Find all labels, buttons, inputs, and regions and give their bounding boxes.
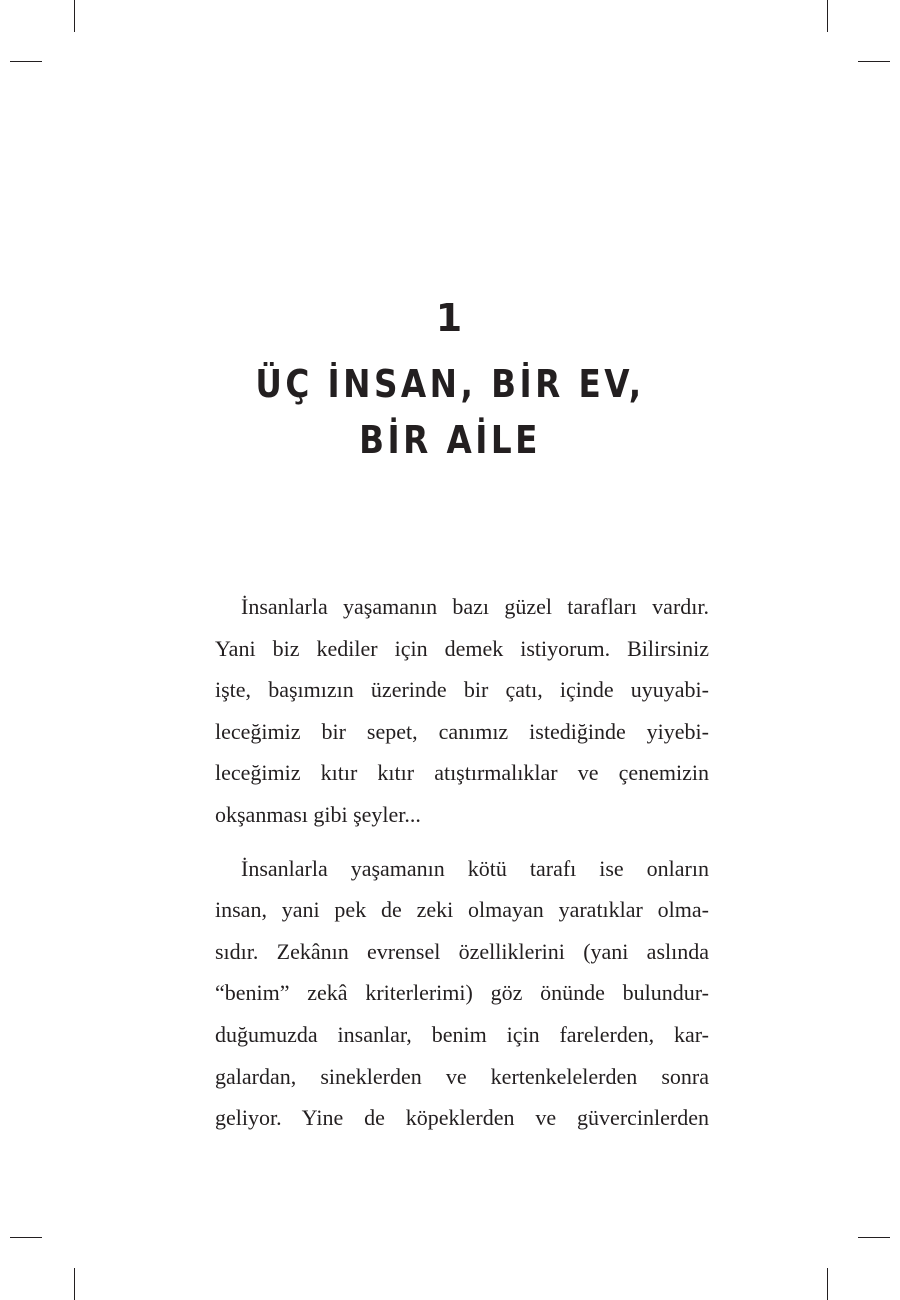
text-line: okşanması gibi şeyler... <box>215 801 421 827</box>
crop-mark-bottom-right-vertical <box>827 1268 828 1300</box>
crop-mark-bottom-left-horizontal <box>10 1237 42 1238</box>
text-line: leceğimiz kıtır kıtır atıştırmalıklar ve çenemizin <box>215 760 709 786</box>
text-line: Yani biz kediler için demek istiyorum. Bilirsiniz <box>215 635 709 661</box>
text-line: duğumuzda insanlar, benim için farelerden, kar- <box>215 1021 709 1047</box>
text-line: insan, yani pek de zeki olmayan yaratıklar olma- <box>215 897 709 923</box>
paragraph-1 <box>215 586 709 836</box>
crop-mark-top-left-horizontal <box>10 61 42 62</box>
text-line: işte, başımızın üzerinde bir çatı, içinde uyuyabi- <box>215 677 709 703</box>
chapter-number: 1 <box>435 296 465 340</box>
chapter-title-line-1: ÜÇ İNSAN, BİR EV, <box>255 362 645 406</box>
text-line: leceğimiz bir sepet, canımız istediğinde yiyebi- <box>215 718 709 744</box>
text-line: İnsanlarla yaşamanın bazı güzel tarafları vardır. <box>241 594 709 619</box>
crop-mark-bottom-left-vertical <box>74 1268 75 1300</box>
crop-mark-top-right-horizontal <box>858 61 890 62</box>
body-text <box>215 586 709 1151</box>
crop-mark-top-left-vertical <box>74 0 75 32</box>
text-line: sıdır. Zekânın evrensel özelliklerini (yani aslında <box>215 938 709 964</box>
crop-mark-bottom-right-horizontal <box>858 1237 890 1238</box>
paragraph-2 <box>215 848 709 1139</box>
text-line: “benim” zekâ kriterlerimi) göz önünde bulundur- <box>215 980 709 1006</box>
crop-mark-top-right-vertical <box>827 0 828 32</box>
chapter-title <box>63 356 837 468</box>
text-line: İnsanlarla yaşamanın kötü tarafı ise onların <box>241 855 709 881</box>
text-line: geliyor. Yine de köpeklerden ve güvercinlerden <box>215 1105 709 1131</box>
text-line: galardan, sineklerden ve kertenkelelerden sonra <box>215 1063 709 1089</box>
chapter-title-line-2: BİR AİLE <box>359 418 541 462</box>
